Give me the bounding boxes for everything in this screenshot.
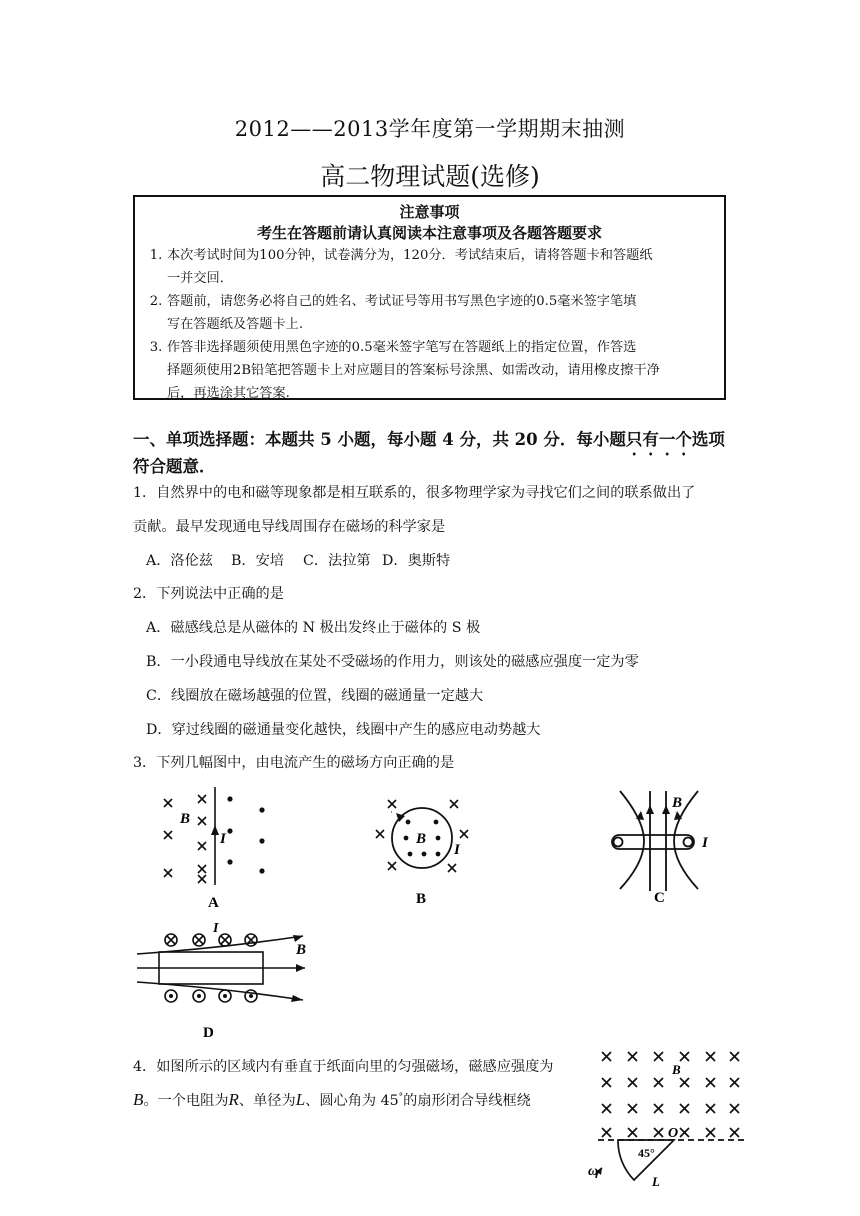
notice-heading: 注意事项 (399, 203, 460, 221)
angle-label: 45° (638, 1146, 655, 1160)
figure-a-label: A (208, 895, 219, 910)
current-label: I (702, 835, 708, 851)
figure-d-label: D (203, 1025, 214, 1041)
notice-item-text: 本次考试时间为100分钟，试卷满分为，120分．考试结束后，请将答题卡和答题纸 (167, 248, 653, 263)
notice-item-number: 1. (149, 248, 163, 263)
question-1-line2: 贡献。最早发现通电导线周围存在磁场的科学家是 (133, 519, 446, 535)
field-label: B (416, 831, 427, 847)
option-c: C．法拉第 (303, 553, 371, 569)
exam-subtitle: 高二物理试题(选修) (320, 162, 540, 191)
figure-q4 (588, 1044, 748, 1194)
notice-item-number: 2. (149, 294, 163, 309)
notice-item-text: 一并交回． (167, 271, 233, 286)
symbol-b: B (133, 1090, 144, 1109)
figure-a (150, 785, 280, 910)
figure-c (598, 785, 728, 910)
notice-item-text: 写在答题纸及答题卡上. (167, 317, 304, 332)
center-label: O (668, 1126, 679, 1141)
figure-c-label: C (654, 890, 665, 906)
notice-item-2 (145, 290, 720, 336)
notice-subheading: 考生在答题前请认真阅读本注意事项及各题答题要求 (256, 224, 602, 242)
question-2-option-d: D．穿过线圈的磁通量变化越快，线圈中产生的感应电动势越大 (146, 722, 541, 738)
notice-item-3 (145, 336, 720, 405)
field-label: B (296, 942, 307, 958)
question-2-option-c: C．线圈放在磁场越强的位置，线圈的磁通量一定越大 (146, 688, 484, 704)
question-4-text: 、圆心角为 45 (305, 1093, 399, 1109)
notice-item-text: 答题前，请您务必将自己的姓名、考试证号等用书写黑色字迹的0.5毫米签字笔填 (167, 294, 637, 309)
section-heading-text: 一、单项选择题：本题共 5 小题，每小题 4 分，共 20 分．每小题 (133, 430, 626, 449)
question-1-options (146, 550, 746, 570)
question-4-text: 的扇形闭合导线框绕 (403, 1093, 531, 1109)
field-label: B (672, 1062, 681, 1077)
question-4-text: 。一个电阻为 (143, 1093, 229, 1109)
current-label: I (213, 921, 219, 936)
symbol-l: L (295, 1090, 306, 1109)
field-label: B (672, 795, 683, 811)
question-4-text: 、单径为 (238, 1093, 296, 1109)
section-heading-emphasis: 只有一个 (625, 430, 692, 449)
question-4-line1: 4．如图所示的区域内有垂直于纸面向里的匀强磁场，磁感应强度为 (133, 1059, 554, 1075)
current-label: I (454, 842, 460, 858)
figure-d (133, 918, 323, 1043)
question-2-stem: 2．下列说法中正确的是 (133, 586, 284, 602)
symbol-r: R (228, 1090, 239, 1109)
current-label: I (220, 831, 226, 847)
notice-item-text: 择题须使用2B铅笔把答题卡上对应题目的答案标号涂黑、如需改动，请用橡皮擦干净 (167, 363, 660, 378)
option-b: B．安培 (231, 553, 284, 569)
figure-b (370, 792, 480, 907)
notice-item-number: 3. (149, 340, 163, 355)
omega-label: ω (588, 1164, 599, 1179)
notice-item-text: 后，再选涂其它答案. (167, 386, 290, 401)
section-heading-text: 选项 (691, 430, 725, 449)
question-2-option-b: B．一小段通电导线放在某处不受磁场的作用力，则该处的磁感应强度一定为零 (146, 654, 639, 670)
notice-item-1 (145, 244, 720, 290)
figure-b-label: B (416, 891, 427, 907)
notice-item-text: 作答非选择题须使用黑色字迹的0.5毫米签字笔写在答题纸上的指定位置，作答选 (167, 340, 637, 355)
question-3-stem: 3．下列几幅图中，由电流产生的磁场方向正确的是 (133, 755, 455, 771)
field-label: B (180, 811, 191, 827)
question-1-line1: 1．自然界中的电和磁等现象都是相互联系的，很多物理学家为寻找它们之间的联系做出了 (133, 485, 696, 501)
radius-label: L (652, 1174, 660, 1189)
degree-sign: ° (398, 1092, 404, 1103)
exam-title: 2012——2013学年度第一学期期末抽测 (234, 117, 626, 141)
section-heading-line2: 符合题意． (133, 457, 216, 476)
question-2-option-a: A．磁感线总是从磁体的 N 极出发终止于磁体的 S 极 (146, 620, 481, 636)
option-a: A．洛伦兹 (146, 553, 213, 569)
option-d: D．奥斯特 (382, 553, 451, 569)
notice-box (133, 195, 726, 400)
